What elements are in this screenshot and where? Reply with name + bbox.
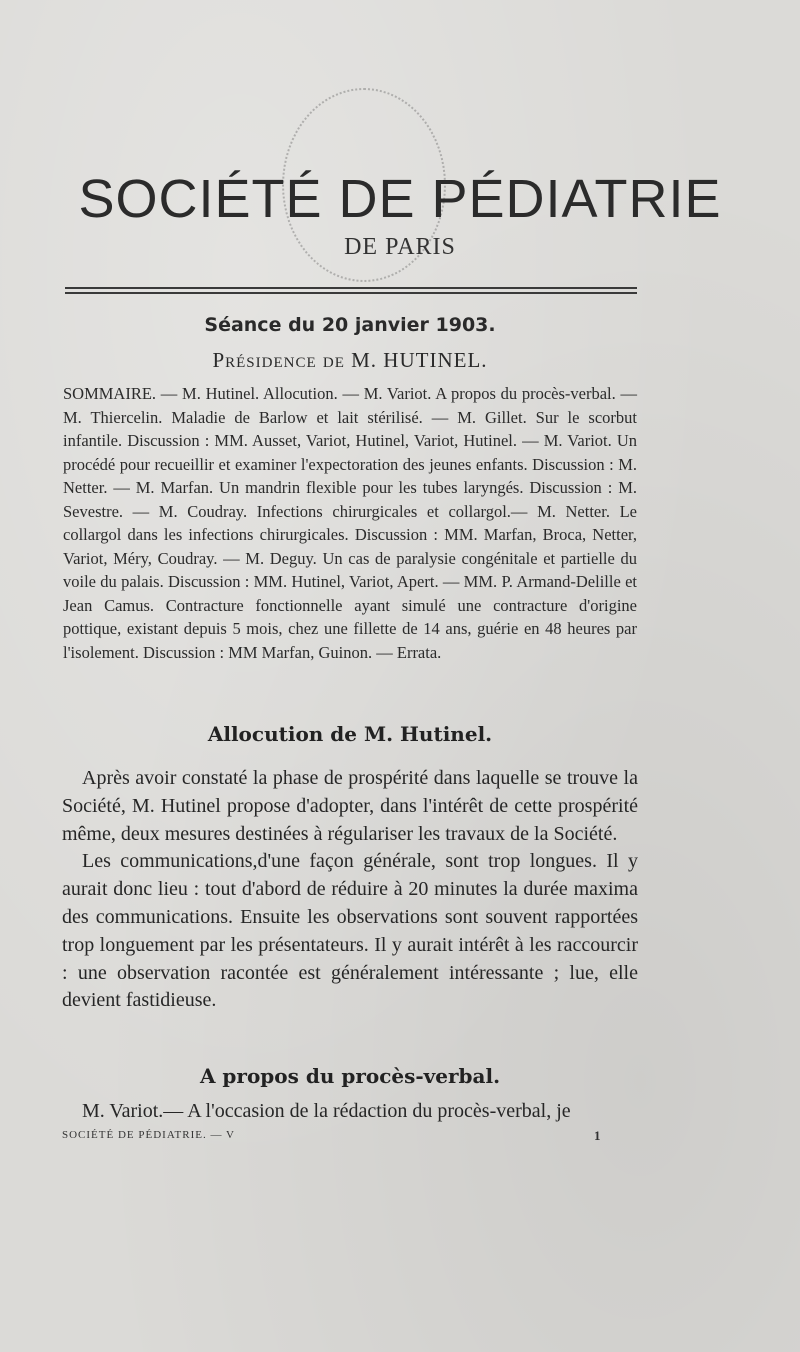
header-rule-bottom bbox=[65, 292, 637, 294]
sheet-number: 1 bbox=[594, 1128, 601, 1143]
proces-verbal-body bbox=[62, 1098, 638, 1126]
header-rule-top bbox=[65, 287, 637, 289]
journal-title: SOCIÉTÉ DE PÉDIATRIE bbox=[78, 169, 722, 229]
allocution-paragraph-2: Les communications,d'une façon générale, sont trop longues. Il y aurait donc lieu : tout d'abord de réduire à 20 minutes la durée maxima des communications. Ensuite les observations sont souvent rapportées trop longuement par les présentateurs. Il y aurait intérêt à les raccourcir : une observation racontée est généralement intéressante ; lue, elle devient fastidieuse. bbox=[62, 850, 638, 1012]
running-footer-title: SOCIÉTÉ DE PÉDIATRIE. — V bbox=[62, 1129, 235, 1141]
allocution-paragraph-1: Après avoir constaté la phase de prospérité dans laquelle se trouve la Société, M. Hutinel propose d'adopter, dans l'intérêt de cette prospérité même, deux mesures destinées à régulariser les travaux de la Société. bbox=[62, 767, 638, 845]
session-presidence: Présidence de M. HUTINEL. bbox=[212, 348, 488, 372]
session-date: Séance du 20 janvier 1903. bbox=[204, 314, 496, 336]
allocution-body bbox=[62, 765, 638, 1015]
proces-verbal-paragraph: M. Variot.— A l'occasion de la rédaction du procès-verbal, je bbox=[82, 1100, 571, 1122]
journal-subtitle: DE PARIS bbox=[344, 234, 456, 260]
section-heading-proces-verbal: A propos du procès-verbal. bbox=[199, 1064, 501, 1088]
section-heading-allocution: Allocution de M. Hutinel. bbox=[207, 722, 493, 746]
summary-paragraph: SOMMAIRE. — M. Hutinel. Allocution. — M. Variot. A propos du procès-verbal. — M. Thiercelin. Maladie de Barlow et lait stérilisé. — M. Gillet. Sur le scorbut infantile. Discussion : MM. Ausset, Variot, Hutinel, Variot, Hutinel. — M. Variot. Un procédé pour recueillir et examiner l'expectoration des jeunes enfants. Discussion : M. Netter. — M. Marfan. Un mandrin flexible pour les tubes laryngés. Discussion : M. Sevestre. — M. Coudray. Infections chirurgicales et collargol.— M. Netter. Le collargol dans les infections chirurgicales. Discussion : MM. Marfan, Broca, Netter, Variot, Méry, Coudray. — M. Deguy. Un cas de paralysie congénitale et partielle du voile du palais. Discussion : MM. Hutinel, Variot, Apert. — MM. P. Armand-Delille et Jean Camus. Contracture fonctionnelle ayant simulé une contracture d'origine pottique, existant depuis 5 mois, chez une fillette de 14 ans, guérie en 48 heures par l'isolement. Discussion : MM Marfan, Guinon. — Errata. bbox=[63, 384, 637, 662]
